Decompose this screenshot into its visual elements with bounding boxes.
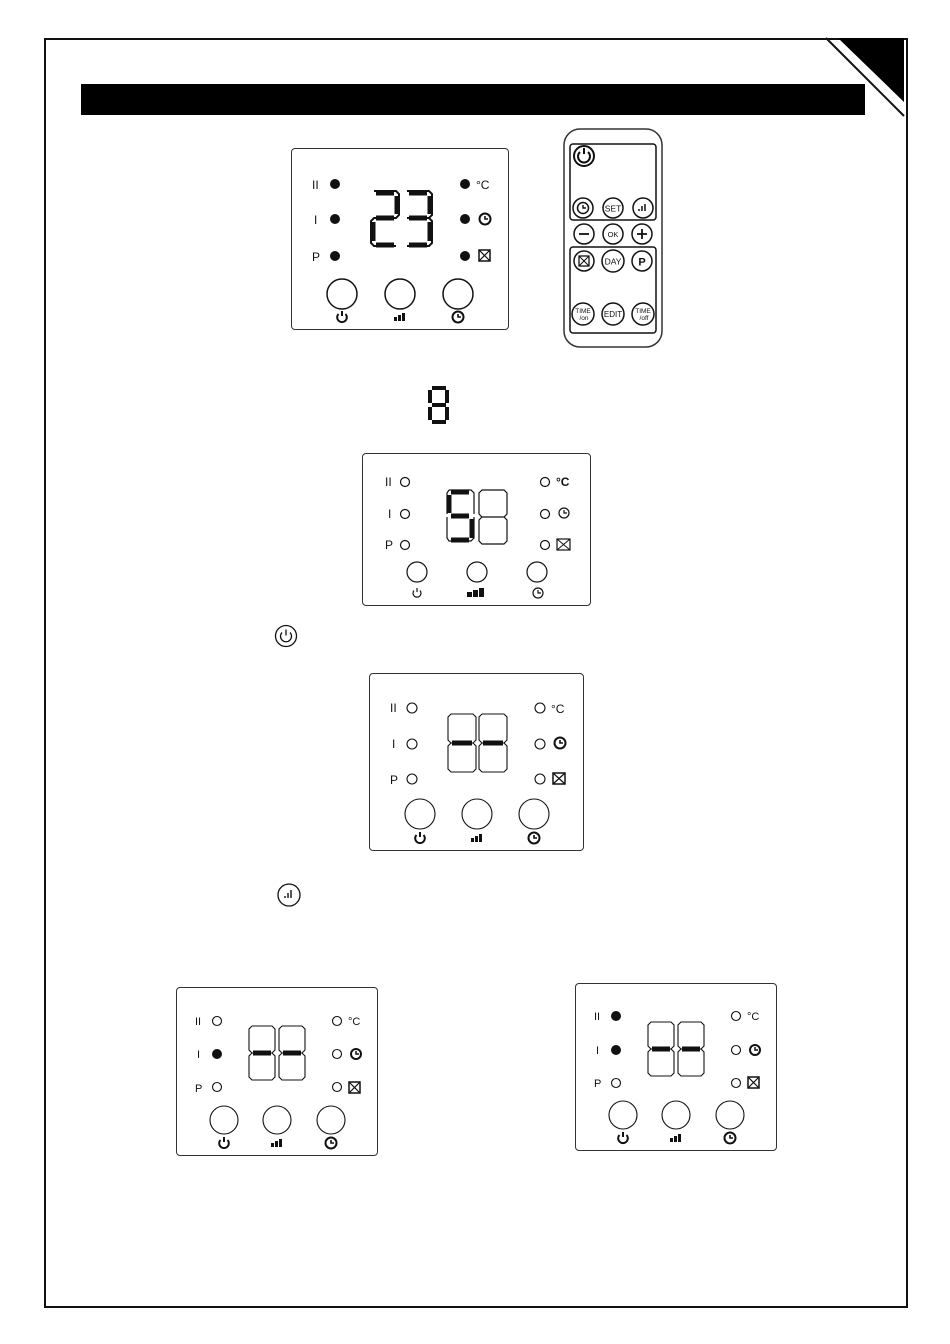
remote-day-label: DAY (604, 256, 622, 267)
digit-display (648, 1022, 704, 1076)
label-speed-low: I (314, 213, 318, 227)
digit-display (249, 1026, 305, 1080)
label-program: P (385, 538, 394, 552)
fan-speed-button[interactable] (462, 799, 492, 829)
label-program: P (312, 250, 321, 264)
timer-icon (559, 508, 569, 518)
power-button[interactable] (405, 799, 435, 829)
panel-b-drawing (363, 454, 590, 605)
label-program: P (195, 1083, 203, 1095)
timer-icon (750, 1045, 760, 1055)
fan-speed-icon (394, 313, 405, 321)
timer-button[interactable] (519, 799, 549, 829)
segment-digit-glyph (428, 386, 450, 424)
power-icon (337, 311, 347, 322)
label-celsius: °C (551, 702, 565, 716)
remote-time-on-label-top: TIME (575, 308, 591, 315)
control-panel-speed-high (575, 983, 777, 1151)
label-celsius: °C (747, 1011, 760, 1023)
timer-button[interactable] (716, 1101, 744, 1129)
label-speed-low: I (197, 1049, 201, 1061)
power-icon (413, 588, 421, 597)
fan-speed-icon (467, 588, 484, 597)
label-speed-low: I (596, 1045, 600, 1057)
power-icon (274, 624, 298, 648)
label-speed-high: II (385, 475, 392, 489)
indicator-celsius (333, 1017, 342, 1026)
fan-speed-icon (276, 882, 302, 908)
indicator-celsius (535, 703, 545, 713)
label-speed-high: II (594, 1011, 601, 1023)
power-icon (618, 1132, 628, 1143)
power-icon (415, 832, 425, 843)
fan-speed-icon (670, 1134, 681, 1142)
program-icon (479, 250, 490, 261)
indicator-program (612, 1079, 621, 1088)
indicator-program (213, 1083, 222, 1092)
label-celsius: °C (556, 475, 570, 489)
remote-time-off-label-top: TIME (635, 308, 651, 315)
indicator-program (401, 541, 410, 550)
timer-icon (529, 833, 540, 844)
indicator-program (330, 251, 340, 261)
indicator-celsius (541, 478, 550, 487)
indicator-celsius (460, 179, 470, 189)
digit-display (447, 490, 507, 544)
indicator-timer (333, 1050, 342, 1059)
program-icon (553, 773, 565, 784)
power-icon (219, 1137, 229, 1148)
control-panel-speed-low (176, 987, 378, 1156)
fan-speed-button[interactable] (662, 1101, 690, 1129)
timer-icon (555, 738, 566, 749)
indicator-speed-high (330, 179, 340, 189)
indicator-speed-low (611, 1045, 621, 1055)
remote-time-off-label-bottom: /off (639, 315, 649, 322)
label-program: P (390, 773, 399, 787)
remote-time-on-label-bottom: /on (579, 315, 589, 322)
panel-c-drawing (370, 674, 583, 850)
indicator-speed-low (330, 214, 340, 224)
fan-speed-icon (471, 834, 482, 842)
timer-icon (725, 1133, 736, 1144)
timer-button[interactable] (443, 279, 473, 309)
remote-control (563, 128, 663, 348)
remote-set-label: SET (604, 203, 622, 214)
label-speed-low: I (392, 737, 396, 751)
digit-display (371, 191, 432, 246)
indicator-program-mode (732, 1079, 741, 1088)
section-title-bar (81, 84, 865, 115)
indicator-timer (732, 1046, 741, 1055)
timer-icon (480, 214, 491, 225)
power-button[interactable] (210, 1106, 238, 1134)
control-panel-dash-display (369, 673, 584, 851)
indicator-speed-low (212, 1049, 222, 1059)
indicator-program (407, 774, 417, 784)
control-panel-standby (362, 453, 591, 606)
indicator-speed-low (401, 510, 410, 519)
label-speed-high: II (312, 178, 319, 192)
power-button[interactable] (609, 1101, 637, 1129)
power-button[interactable] (407, 562, 427, 582)
fan-speed-icon (271, 1139, 282, 1147)
label-celsius: °C (476, 178, 490, 192)
fan-speed-button[interactable] (467, 562, 487, 582)
indicator-timer (541, 510, 550, 519)
timer-icon (453, 312, 464, 323)
digit-display (448, 714, 507, 772)
panel-d-drawing (177, 988, 377, 1155)
fan-speed-button[interactable] (263, 1106, 291, 1134)
label-celsius: °C (348, 1016, 361, 1028)
indicator-timer (535, 739, 545, 749)
timer-icon (351, 1049, 361, 1059)
remote-edit-label: EDIT (603, 310, 623, 319)
remote-ok-label: OK (607, 230, 619, 239)
timer-button[interactable] (527, 562, 547, 582)
program-icon (349, 1082, 360, 1093)
label-speed-high: II (390, 701, 397, 715)
indicator-speed-high (407, 703, 417, 713)
indicator-speed-high (213, 1017, 222, 1026)
indicator-speed-low (407, 739, 417, 749)
panel-a-drawing (292, 149, 508, 329)
indicator-program-mode (535, 774, 545, 784)
fan-speed-button[interactable] (385, 279, 415, 309)
indicator-speed-high (611, 1011, 621, 1021)
indicator-program-mode (333, 1083, 342, 1092)
timer-icon (326, 1138, 337, 1149)
program-icon (748, 1077, 759, 1088)
indicator-speed-high (401, 478, 410, 487)
timer-icon (533, 588, 543, 598)
label-speed-low: I (388, 507, 392, 521)
indicator-timer (460, 214, 470, 224)
power-button[interactable] (327, 279, 357, 309)
indicator-program-mode (460, 251, 470, 261)
label-speed-high: II (195, 1016, 202, 1028)
remote-p-label: P (638, 256, 646, 269)
indicator-program-mode (541, 541, 550, 550)
panel-e-drawing (576, 984, 776, 1150)
timer-button[interactable] (317, 1106, 345, 1134)
label-program: P (594, 1078, 602, 1090)
remote-drawing (563, 128, 663, 348)
control-panel-all-on (291, 148, 509, 330)
indicator-celsius (732, 1012, 741, 1021)
program-icon (557, 539, 570, 550)
